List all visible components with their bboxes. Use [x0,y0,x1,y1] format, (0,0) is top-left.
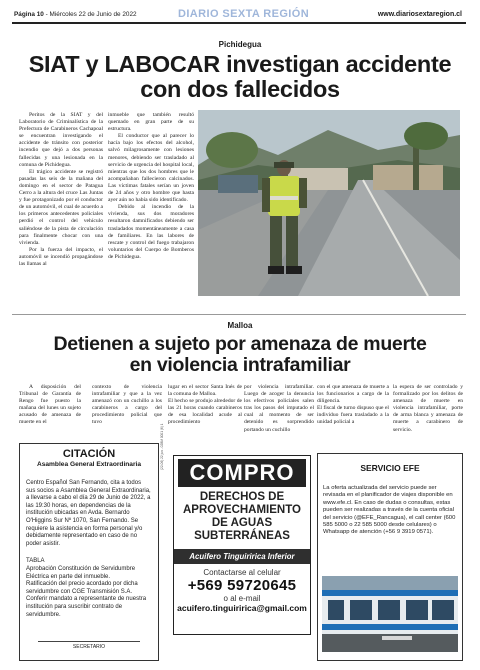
article1-para2: El trágico accidente se registró pasadas las seis de la mañana del domingo en el sector de Patagua Cerro a la altura del cruce Las Juntas y fue protagonizado por el conductor de un automóvil, el cual de acuerdo a los primeros antecedentes policiales perdió el control del vehículo saliéndose de la pista de circulación para finalmente chocar con una vivienda. [19,168,103,246]
article2-kicker: Malloa [227,321,253,330]
issue-date: - Miércoles 22 de Junio de 2022 [43,11,137,18]
newspaper-brand: DIARIO SEXTA REGIÓN [178,8,310,20]
citacion-body: Centro Español San Fernando, cita a todos sus socios a Asamblea General Extraordinaria, a llevarse a cabo el día 29 de Junio de 2022, a las 19:30 horas, en dependencias de la institución ubicadas en Avda. Bernardo O'Higgins Sur Nº 1070, San Fernando. Se requiere la asistencia en forma personal y/o debidamente representado en caso de no poder asistir. [26,480,151,547]
efe-body: La oferta actualizada del servicio puede ser revisada en el planificador de viajes disponible en www.efe.cl. En caso de dudas o consultas, estas pueden ser realizadas a través de la cuenta oficial del servicio (@EFE_Rancagua), el call center (600 585 5000 o 22 585 5000 desde celulares) o Whatsapp de atención (+56 9 3919 0571). [323,485,456,536]
police-officer-road-photo [198,110,460,296]
article2-col4: por violencia intrafamiliar. Luego de acoger la denuncia los efectivos policiales salen tras los pasos del imputado el cual al momento de ser detenido es sorprendido portando un cuchillo [244,384,314,433]
ad-line4: SUBTERRÁNEAS [194,530,290,542]
article2-headline-line2: en violencia intrafamiliar [129,353,351,376]
ad-side-print: (22-06) 22 jun - 02BM 0001 (6) 1 [160,423,164,470]
article2-col2: contexto de violencia intrafamiliar y que a la vez amenazó con un cuchillo a los carabineros a cargo del procedimiento policial que tuvo [92,384,162,426]
article2-col3: lugar en el sector Santa Inés de la comuna de Malloa. El hecho se produjo alrededor de las 21 horas cuando carabineros de esa localidad acude al procedimiento [168,384,242,426]
article1-para1: Peritos de la SIAT y del Laboratorio de Criminalística de la Prefectura de Carabineros Cachapoal se encuentran investigando el accidente de tránsito con posterior incendio que dejó a dos personas fallecidas y una lesionada en la comuna de Pichidegua. [19,112,103,168]
water-rights-ad [173,455,311,635]
page-label: Página 10 [14,11,44,18]
citacion-subtitle: Asamblea General Extraordinaria [36,461,142,468]
article1-headline [0,52,480,102]
article2-col1: A disposición del Tribunal de Garantía de Rengo fue puesto la mañana del lunes un sujeto acusado de amenaza de muerte en el [19,384,81,426]
page-info [14,11,137,18]
ad-band: Acuifero Tinguiririca Inferior [174,549,310,564]
ad-line2: APROVECHAMIENTO [183,504,301,516]
ad-phone[interactable]: +569 59720645 [187,577,297,594]
train-image [322,576,458,652]
citacion-tabla-items: Aprobación Constitución de Servidumbre Eléctrica en parte del inmueble. Ratificación del precio acordado por dicha servidumbre con CGE Transmisión S.A. Conferir mandato a representante de nuestra institución para suscribir contrato de servidumbre. [26,565,147,618]
article1-para5: El conductor que al parecer lo hacía bajo los efectos del alcohol, salvó milagrosamente con lesiones menores, debiendo ser trasladado al servicio de urgencia del hospital local, mientras que los dos hombres que le acompañaban fallecieron calcinados. Las víctimas fatales serían un joven de 24 años y otro hombre que hasta ayer aún no había sido identificado. [108,133,194,204]
article1-photo [198,110,460,296]
article2-col5: con el que amenaza de muerte a los funcionarios a cargo de la diligencia. El fiscal de turno dispuso que el individuo fuera trasladado a la unidad policial a [317,384,389,426]
article1-para3: Por la fuerza del impacto, el automóvil se incendió propagándose las llamas al [19,246,103,267]
header-rule [12,22,466,24]
article1-kicker: Pichidegua [218,40,262,49]
ad-compro: COMPRO [178,459,306,487]
ad-line3: DE AGUAS [211,517,273,529]
train-photo [322,576,458,652]
article1-headline-line2: con dos fallecidos [140,75,340,102]
article1-col1 [19,112,103,308]
ad-or: o al e-mail [223,594,261,603]
citacion-signature: SECRETARIO [38,641,140,650]
citacion-notice [19,443,159,661]
ad-email[interactable]: acuifero.tinguiririca@gmail.com [177,603,307,613]
article2-headline-line1: Detienen a sujeto por amenaza de muerte [53,333,427,355]
article1-col2 [108,112,194,308]
ad-contact: Contactarse al celular [203,568,281,577]
website-link[interactable]: www.diariosextaregion.cl [377,11,462,18]
citacion-tabla-label: TABLA [26,558,45,565]
ad-line1: DERECHOS DE [199,491,285,503]
efe-title: SERVICIO EFE [360,463,420,473]
section-divider [12,314,466,315]
article1-para6: Debido al incendio de la vivienda, sus dos moradores resultaron damnificados debiendo ser trasladados momentáneamente a casa de familiares. En las labores de rescate y control del fuego trabajaron voluntarios del Cuerpo de Bomberos de Pichidegua. [108,204,194,260]
article1-headline-line1: SIAT y LABOCAR investigan accidente [28,51,452,77]
article1-para4: inmueble que también resultó quemado en gran parte de su estructura. [108,112,194,133]
citacion-title: CITACIÓN [62,448,116,460]
article2-headline [0,334,480,375]
efe-notice [317,453,463,661]
article2-col6: la espera de ser controlado y formalizado por los delitos de amenaza de muerte en violencia intrafamiliar, porte de arma blanca y amenaza de muerte a carabinero de servicio. [393,384,463,433]
